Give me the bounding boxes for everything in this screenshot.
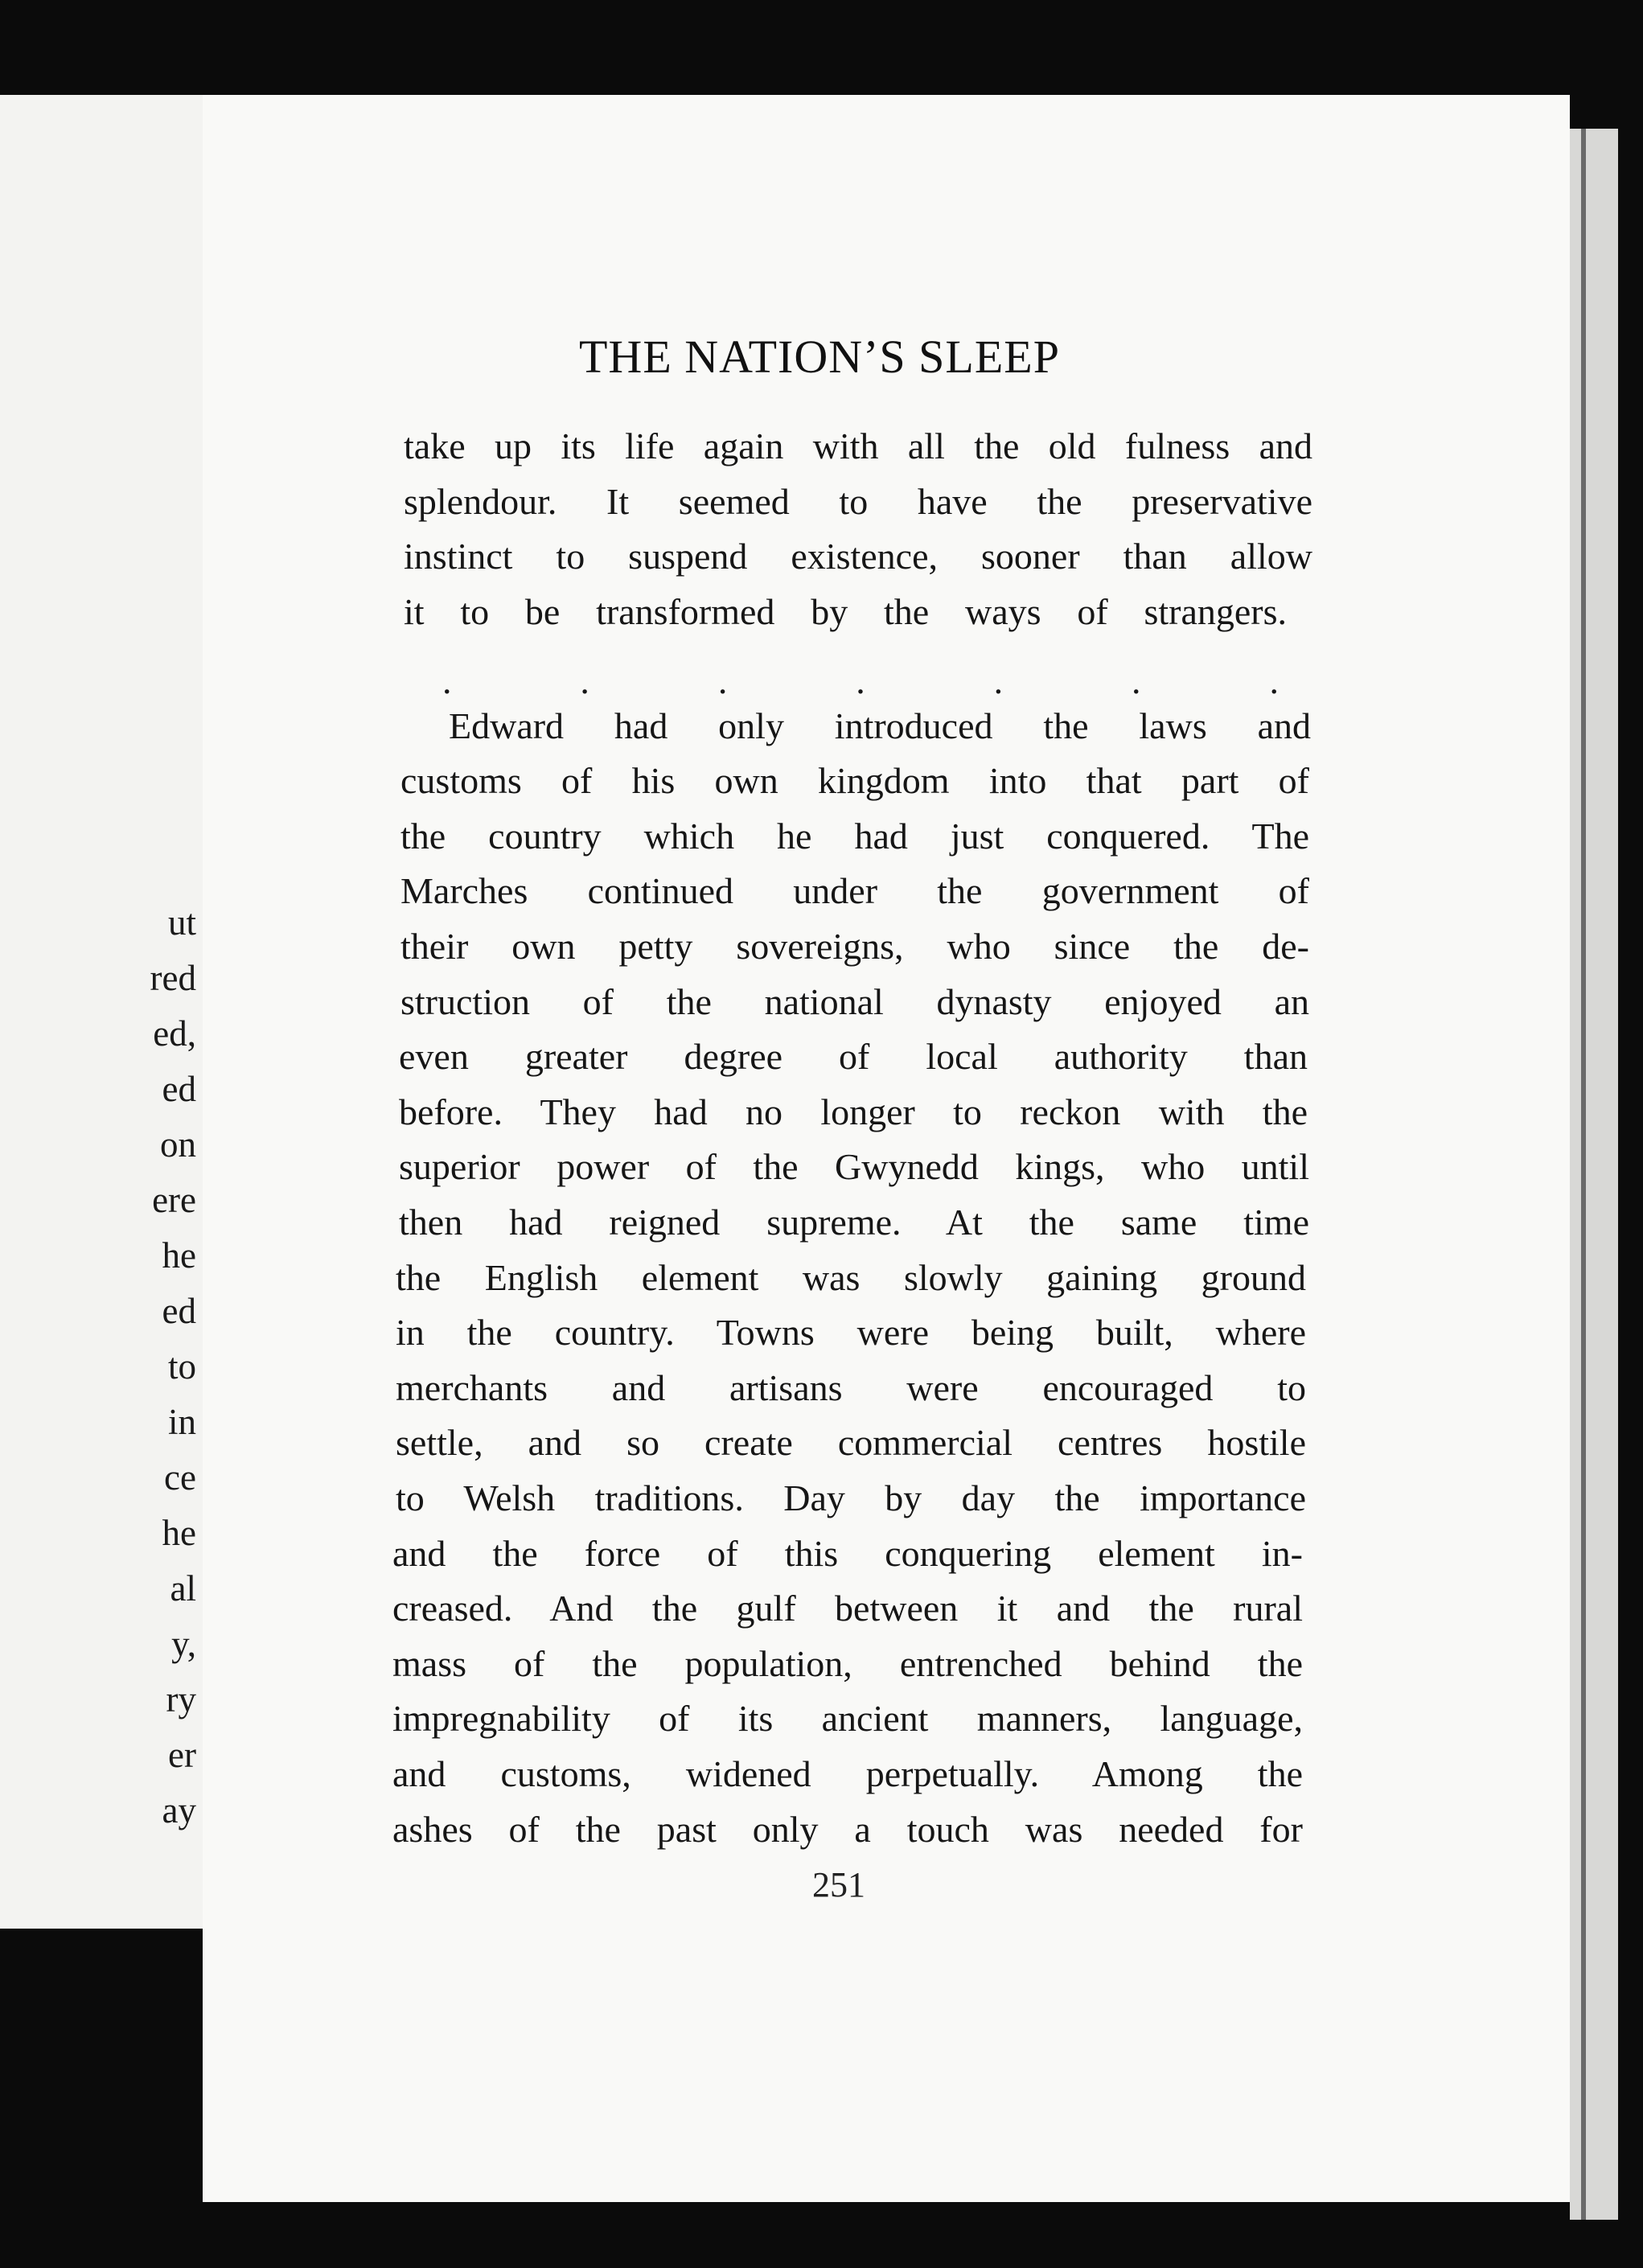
left-page-fragment: red bbox=[150, 958, 196, 998]
paragraph-line: and the force of this conquering element in- bbox=[392, 1533, 1303, 1574]
body-line: it to be transformed by the ways of strangers. bbox=[404, 591, 1287, 632]
paragraph-line: in the country. Towns were being built, where bbox=[396, 1312, 1306, 1353]
paragraph-line: their own petty sovereigns, who since the de- bbox=[400, 926, 1309, 967]
paragraph-line: customs of his own kingdom into that part of bbox=[400, 760, 1309, 801]
section-break-dot: . bbox=[1132, 660, 1141, 701]
left-page-fragment: ed bbox=[162, 1069, 196, 1109]
section-break-dot: . bbox=[1269, 660, 1279, 701]
left-page-fragment: ce bbox=[164, 1457, 196, 1498]
left-page-fragment: on bbox=[160, 1124, 196, 1165]
paragraph-line: creased. And the gulf between it and the rural bbox=[392, 1588, 1303, 1629]
paragraph-line: merchants and artisans were encouraged to bbox=[396, 1367, 1306, 1408]
left-page-fragment: al bbox=[170, 1568, 196, 1609]
section-break-dot: . bbox=[717, 660, 728, 701]
left-page-fragment: er bbox=[168, 1735, 196, 1775]
page-edge-rule bbox=[1581, 129, 1586, 2220]
left-page-fragment: y, bbox=[171, 1624, 196, 1664]
body-line: splendour. It seemed to have the preservative bbox=[404, 481, 1312, 522]
left-page-fragment: ed bbox=[162, 1291, 196, 1331]
paragraph-line: superior power of the Gwynedd kings, who until bbox=[399, 1146, 1309, 1187]
paragraph-line: impregnability of its ancient manners, language, bbox=[392, 1698, 1303, 1739]
page-number: 251 bbox=[812, 1865, 865, 1904]
paragraph-line: and customs, widened perpetually. Among the bbox=[392, 1753, 1303, 1794]
left-page bbox=[0, 95, 232, 1929]
paragraph-line: before. They had no longer to reckon with the bbox=[399, 1091, 1308, 1132]
section-break-dot: . bbox=[580, 660, 589, 701]
left-page-fragment: ay bbox=[162, 1790, 196, 1830]
left-page-fragment: to bbox=[167, 1346, 196, 1387]
paragraph-line: struction of the national dynasty enjoyed an bbox=[400, 981, 1309, 1022]
left-page-fragment: he bbox=[162, 1235, 196, 1276]
section-break-dot: . bbox=[442, 660, 452, 701]
section-break bbox=[442, 659, 1279, 702]
paragraph-line: the country which he had just conquered. The bbox=[400, 816, 1309, 857]
paragraph-line: Marches continued under the government of bbox=[400, 870, 1309, 911]
paragraph-line: ashes of the past only a touch was needed for bbox=[392, 1809, 1303, 1850]
left-page-fragment: ut bbox=[167, 902, 196, 943]
paragraph-line: even greater degree of local authority than bbox=[399, 1036, 1308, 1077]
left-page-fragment: in bbox=[167, 1402, 196, 1442]
left-page-fragment: he bbox=[162, 1513, 196, 1553]
paragraph-line: to Welsh traditions. Day by day the importance bbox=[396, 1477, 1306, 1518]
paragraph-line: settle, and so create commercial centres hostile bbox=[396, 1422, 1306, 1463]
left-page-fragment: ed, bbox=[153, 1013, 196, 1054]
body-line: take up its life again with all the old fulness and bbox=[404, 425, 1312, 466]
left-page-fragment: ry bbox=[166, 1679, 196, 1719]
running-head: THE NATION’S SLEEP bbox=[579, 331, 1060, 383]
paragraph-line: then had reigned supreme. At the same time bbox=[399, 1202, 1309, 1243]
page-edge bbox=[1570, 129, 1618, 2220]
paragraph-line: Edward had only introduced the laws and bbox=[449, 705, 1311, 746]
body-line: instinct to suspend existence, sooner than allow bbox=[404, 536, 1312, 577]
paragraph-line: mass of the population, entrenched behind the bbox=[392, 1643, 1303, 1684]
paragraph-line: the English element was slowly gaining ground bbox=[396, 1257, 1306, 1298]
left-page-fragment: ere bbox=[152, 1180, 196, 1220]
section-break-dot: . bbox=[856, 660, 865, 701]
section-break-dot: . bbox=[993, 660, 1004, 701]
